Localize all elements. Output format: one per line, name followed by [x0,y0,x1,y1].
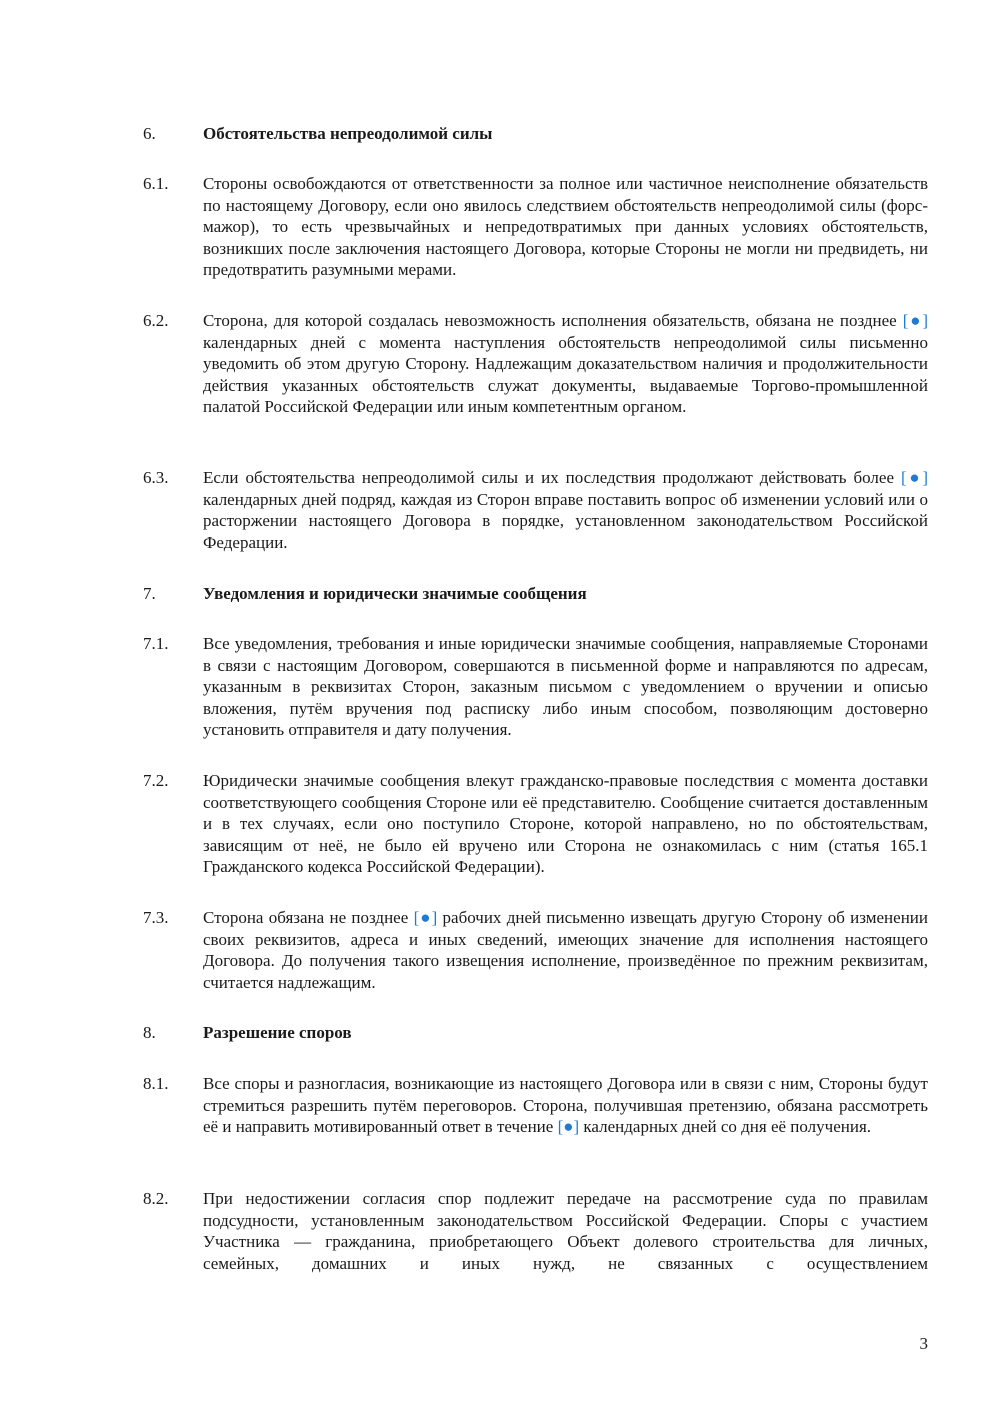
clause-number: 7.1. [143,634,169,653]
clause-text [203,467,928,553]
clause-6-3 [143,467,928,553]
clause-text-part: При недостижении согласия спор подлежит передаче на рассмотрение суда по правилам подсудности, установленным законодательством Российской Федерации. Споры с участием Участника — гражданина, приобретающего Объект долевого строительства для личных, семейных, домашних и иных нужд, не связанных с осуществлением [203,1189,928,1273]
clause-text-part: Если обстоятельства непреодолимой силы и их последствия продолжают действовать более [203,468,901,487]
clause-7-1 [143,633,928,741]
clause-text-part: рабочих дней письменно извещать другую Сторону об изменении своих реквизитов, адреса и иных сведений, имеющих значение для исполнения настоящего Договора. До получения такого извещения исполнение, произведённое по прежним реквизитам, считается надлежащим. [203,908,928,992]
clause-text [203,770,928,878]
clause-text [203,1073,928,1138]
clause-text [203,907,928,993]
blank-placeholder: [●] [413,908,438,927]
clause-6-1 [143,173,928,281]
page-number: 3 [919,1334,928,1353]
section-number: 7. [143,584,156,603]
clause-text [203,173,928,281]
section-title: Разрешение споров [203,1023,352,1042]
clause-text-part: Все уведомления, требования и иные юридически значимые сообщения, направляемые Сторонами в связи с настоящим Договором, совершаются в письменной форме и направляются по адресам, указанным в реквизитах Сторон, заказным письмом с уведомлением о вручении и описью вложения, путём вручения под расписку либо иным способом, позволяющим достоверно установить отправителя и дату получения. [203,634,928,739]
clause-text-part: Юридически значимые сообщения влекут гражданско-правовые последствия с момента доставки соответствующего сообщения Стороне или её представителю. Сообщение считается доставленным и в тех случаях, если оно поступило Стороне, которой направлено, но по обстоятельствам, зависящим от неё, не было ей вручено или Сторона не ознакомилась с ним (статья 165.1 Гражданского кодекса Российской Федерации). [203,771,928,876]
clause-6-2 [143,310,928,418]
clause-text [203,1188,928,1274]
clause-text-part: календарных дней подряд, каждая из Сторон вправе поставить вопрос об изменении условий или о расторжении настоящего Договора в порядке, установленном законодательством Российской Федерации. [203,489,928,552]
clause-text-part: Сторона обязана не позднее [203,908,414,927]
clause-text-part: календарных дней со дня её получения. [579,1117,872,1136]
clause-text-part: календарных дней с момента наступления обстоятельств непреодолимой силы письменно уведомить об этом другую Сторону. Надлежащим доказательством наличия и продолжительности действия указанных обстоятельств служат документы, выдаваемые Торгово-промышленной палатой Российской Федерации или иным компетентным органом. [203,332,928,416]
clause-number: 7.3. [143,908,169,927]
section-title: Обстоятельства непреодолимой силы [203,124,493,143]
blank-placeholder: [●] [557,1117,580,1136]
clause-text [203,633,928,741]
section-number: 6. [143,124,156,143]
clause-number: 6.1. [143,174,169,193]
clause-number: 6.2. [143,311,169,330]
clause-8-2 [143,1188,928,1274]
section-number: 8. [143,1023,156,1042]
clause-text-part: Сторона, для которой создалась невозможность исполнения обязательств, обязана не позднее [203,311,903,330]
clause-7-3 [143,907,928,993]
blank-placeholder: [●] [902,311,928,330]
clause-text-part: Стороны освобождаются от ответственности за полное или частичное неисполнение обязательств по настоящему Договору, если оно явилось следствием обстоятельств непреодолимой силы (форс-мажор), то есть чрезвычайных и непредотвратимых при данных условиях обстоятельств, возникших после заключения настоящего Договора, которые Стороны не могли ни предвидеть, ни предотвратить разумными мерами. [203,174,928,279]
clause-8-1 [143,1073,928,1138]
clause-text-part: Все споры и разногласия, возникающие из настоящего Договора или в связи с ним, Стороны будут стремиться разрешить путём переговоров. Сторона, получившая претензию, обязана рассмотреть её и направить мотивированный ответ в течение [203,1074,928,1136]
clause-7-2 [143,770,928,878]
clause-number: 8.2. [143,1189,169,1208]
clause-text [203,310,928,418]
clause-number: 8.1. [143,1074,169,1093]
blank-placeholder: [●] [900,468,928,487]
clause-number: 6.3. [143,468,169,487]
section-title: Уведомления и юридически значимые сообщения [203,584,587,603]
clause-number: 7.2. [143,771,169,790]
